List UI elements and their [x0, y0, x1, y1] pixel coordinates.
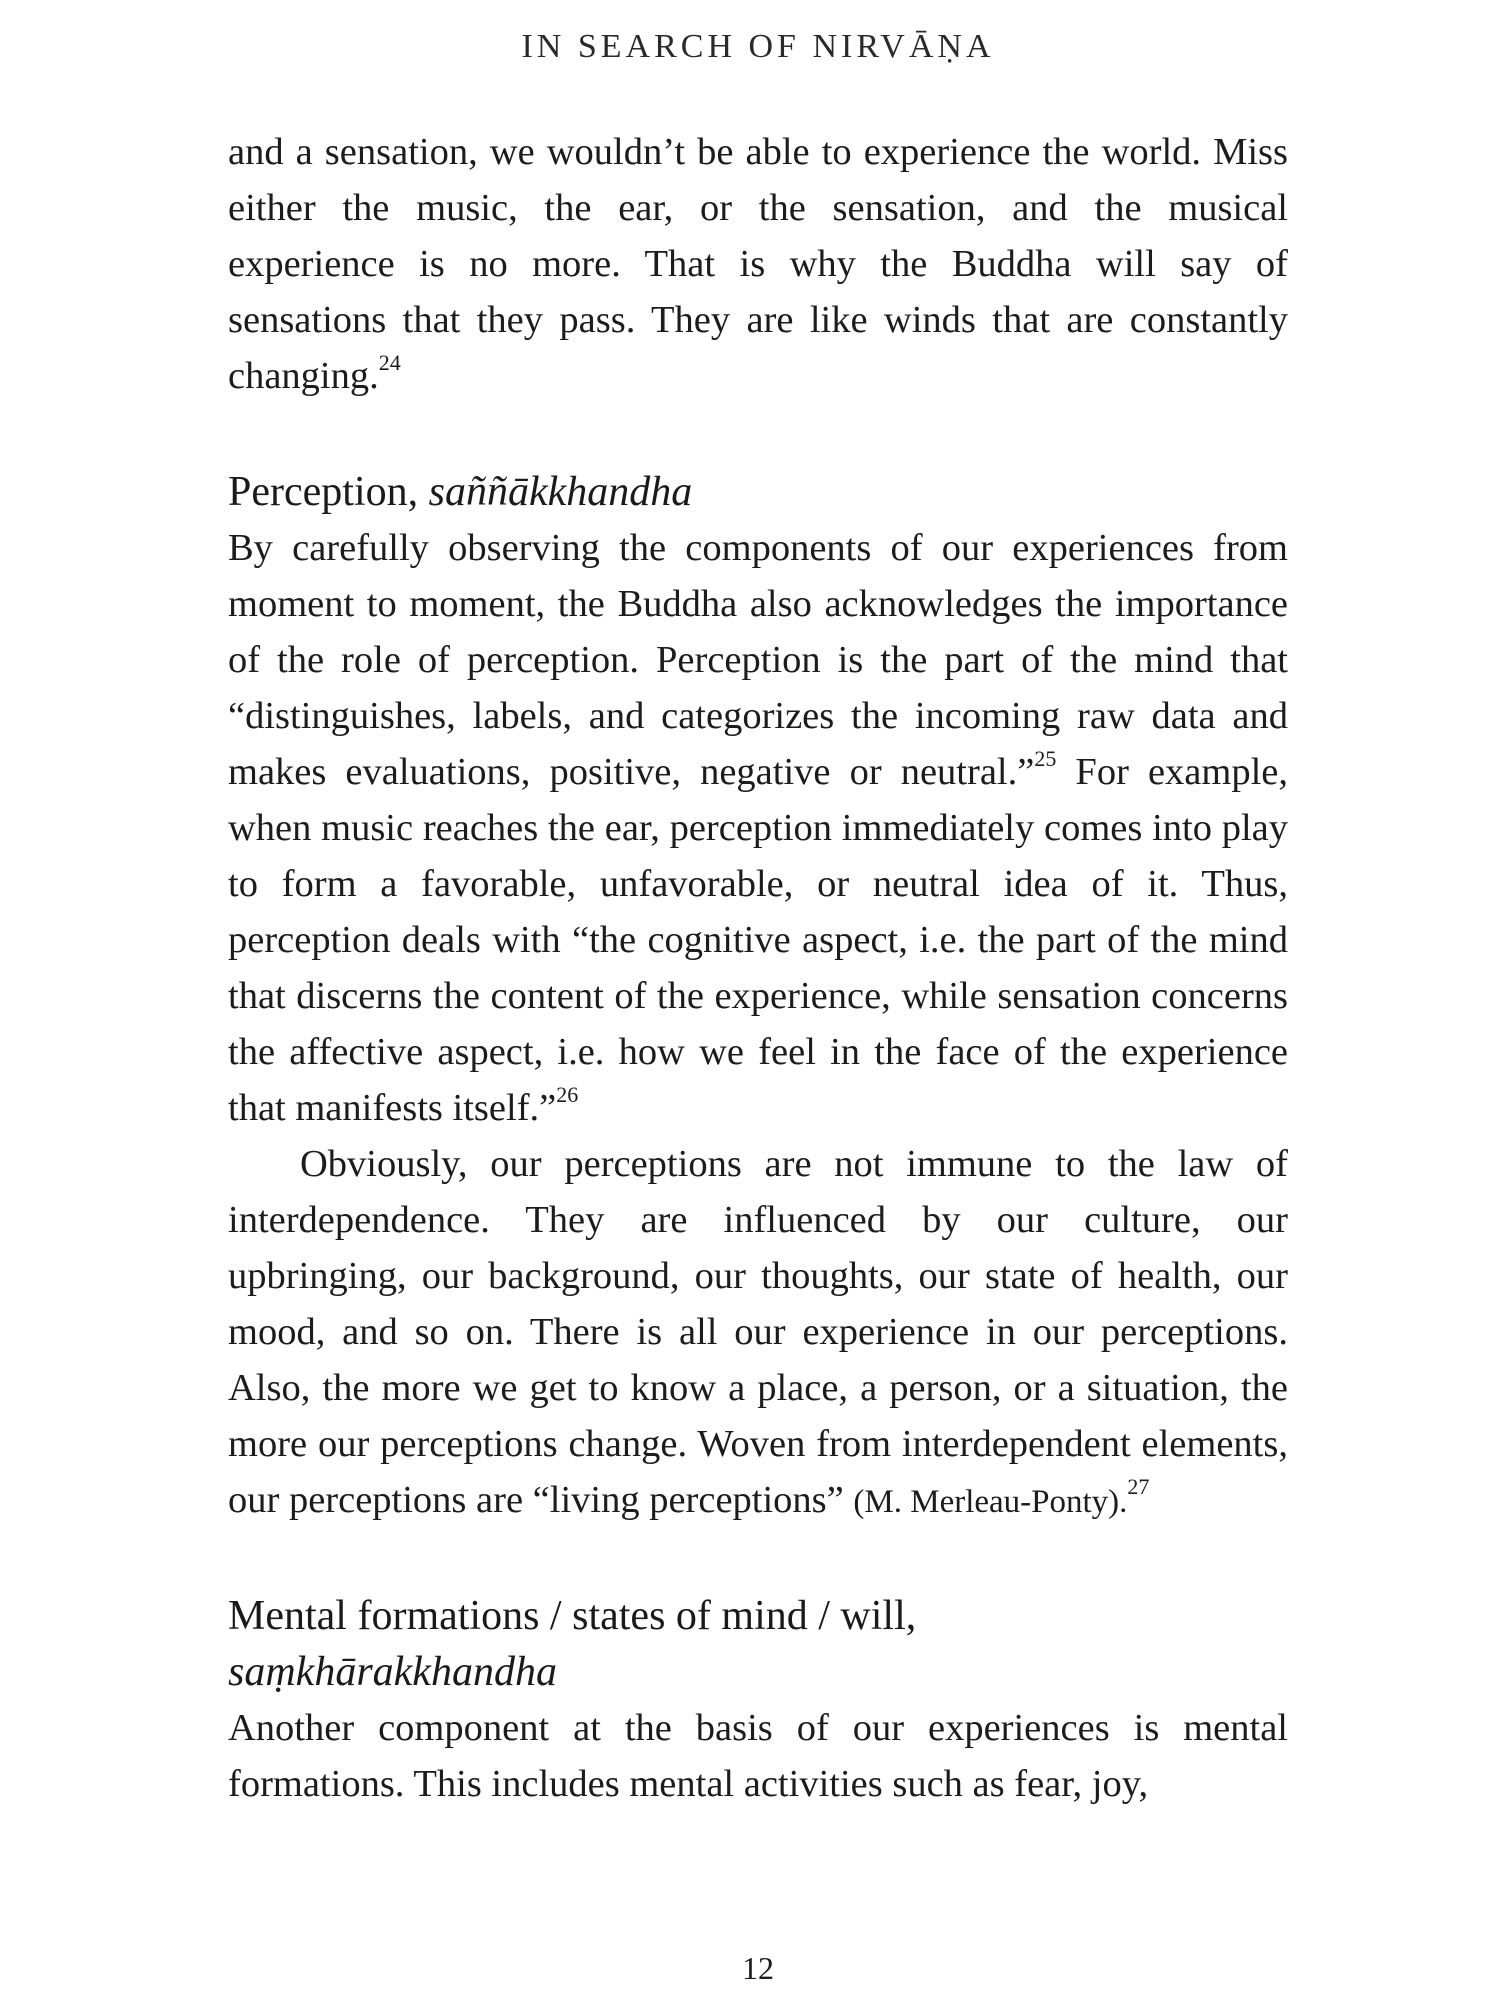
page-number: 12 [742, 1950, 774, 1986]
perception-paragraph-2-text: Obviously, our perceptions are not immune to the law of interdependence. They are influenced by our culture, our upbringing, our background, our thoughts, our state of health, our mood, and so on. There is all our experience in our perceptions. Also, the more we get to know a place, a person, or a situation, the more our perceptions change. Woven from interdependent elements, our perceptions are “living perceptions” [228, 1143, 1288, 1521]
footnote-ref-24: 24 [378, 350, 401, 375]
mental-formations-heading-term: saṃkhārakkhandha [228, 1649, 557, 1695]
perception-heading [228, 464, 1288, 520]
book-page [228, 0, 1288, 2000]
footnote-ref-25: 25 [1034, 746, 1057, 771]
intro-paragraph [228, 124, 1288, 404]
body-text [228, 124, 1288, 1812]
footnote-ref-27: 27 [1127, 1474, 1150, 1499]
mental-formations-paragraph: Another component at the basis of our experiences is mental formations. This includes mental activities such as fear, joy, [228, 1707, 1288, 1805]
running-head: IN SEARCH OF NIRVĀṆA [521, 28, 995, 65]
perception-heading-label: Perception, [228, 469, 419, 515]
mental-formations-heading [228, 1588, 1288, 1700]
mental-formations-heading-label: Mental formations / states of mind / will, [228, 1593, 917, 1639]
footnote-ref-26: 26 [556, 1082, 579, 1107]
intro-paragraph-text: and a sensation, we wouldn’t be able to experience the world. Miss either the music, the ear, or the sensation, and the musical experience is no more. That is why the Buddha will say of sensations that they pass. They are like winds that are constantly changing. [228, 131, 1288, 397]
perception-paragraph-1-part-1: By carefully observing the components of our experiences from moment to moment, the Buddha also acknowledges the importance of the role of perception. Perception is the part of the mind that “distinguishes, labels, and categorizes the incoming raw data and makes evaluations, positive, negative or neutral.” [228, 527, 1288, 793]
perception-paragraph-2 [228, 1136, 1288, 1530]
perception-paragraph-1-part-2: For example, when music reaches the ear, perception immediately comes into play to form a favorable, unfavorable, or neutral idea of it. Thus, perception deals with “the cognitive aspect, i.e. the part of the mind that discerns the content of the experience, while sensation concerns the affective aspect, i.e. how we feel in the face of the experience that manifests itself.” [228, 751, 1288, 1129]
merleau-ponty-citation: (M. Merleau-Ponty). [853, 1484, 1128, 1520]
perception-paragraph-1 [228, 520, 1288, 1136]
perception-heading-term: saññākkhandha [428, 469, 693, 515]
